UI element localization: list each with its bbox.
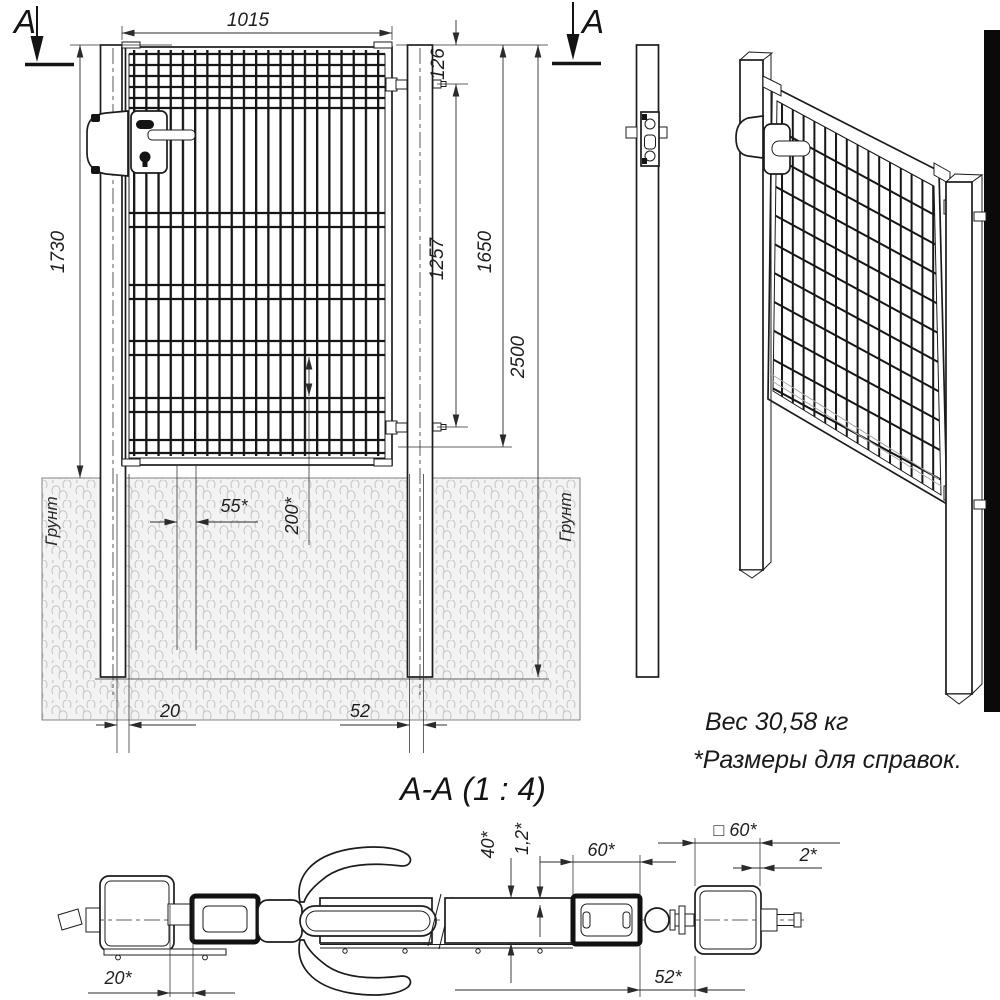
section-letter-left: А bbox=[14, 3, 37, 40]
iso-catch-plate bbox=[736, 116, 763, 158]
dim-52s-label: 52* bbox=[654, 967, 682, 987]
reference-note: *Размеры для справок. bbox=[693, 746, 962, 774]
ground-label-left: Грунт bbox=[42, 496, 61, 546]
dim-20-label: 20 bbox=[159, 701, 181, 721]
dim-55-label: 55* bbox=[220, 496, 248, 516]
dim-2500-label: 2500 bbox=[508, 335, 529, 379]
section-title: А-А (1 : 4) bbox=[400, 771, 546, 807]
dim-2-label: 2* bbox=[799, 845, 817, 865]
weight-note: Вес 30,58 кг bbox=[705, 708, 849, 736]
iso-bolt-bottom bbox=[974, 500, 986, 509]
dim-12-label: 1,2* bbox=[512, 822, 532, 856]
section-lock-box bbox=[192, 896, 258, 942]
dim-52-label: 52 bbox=[349, 701, 371, 721]
ground-label-right: Грунт bbox=[556, 492, 575, 542]
dim-1015-label: 1015 bbox=[226, 10, 270, 31]
rail-right bbox=[445, 898, 573, 943]
dim-sq60-label: □ 60* bbox=[713, 820, 757, 840]
dim-1257-label: 1257 bbox=[427, 237, 448, 281]
handle-horn-top bbox=[299, 847, 410, 902]
isometric-view bbox=[736, 30, 1000, 712]
frame-cap-top-right bbox=[374, 42, 392, 48]
dim-200-label: 200* bbox=[282, 497, 302, 535]
iso-lock-handle bbox=[772, 141, 810, 156]
dim-126-label: 126 bbox=[428, 48, 449, 80]
lock-handle-bar bbox=[148, 130, 195, 140]
catch-pin-bottom bbox=[91, 166, 100, 174]
scan-artifact-band bbox=[984, 30, 1000, 712]
section-letter-right: А bbox=[582, 3, 605, 40]
hinge-ball bbox=[645, 908, 669, 932]
side-lock-tab-left bbox=[626, 127, 637, 138]
frame-cap-bottom-left bbox=[122, 459, 140, 466]
section-post-left bbox=[100, 876, 174, 951]
section-view bbox=[58, 771, 840, 997]
dim-60-label: 60* bbox=[587, 840, 615, 860]
iso-right-post bbox=[946, 182, 972, 694]
mesh-vertical-bars bbox=[129, 50, 385, 456]
frame-cap-bottom-right bbox=[374, 459, 392, 466]
section-arrow-icon bbox=[567, 34, 580, 60]
bolt-head bbox=[86, 908, 100, 932]
bolt-right-head bbox=[761, 909, 777, 931]
section-marker-right bbox=[552, 2, 604, 64]
lock-slot bbox=[136, 120, 154, 129]
dim-1730-label: 1730 bbox=[48, 230, 69, 274]
side-lock-box bbox=[641, 112, 659, 166]
handle-boss bbox=[258, 900, 302, 942]
catch-pin-top bbox=[91, 114, 100, 122]
keyhole-slot bbox=[143, 157, 148, 167]
base-plate bbox=[104, 949, 226, 955]
iso-bolt-top bbox=[974, 212, 986, 221]
side-view bbox=[626, 45, 667, 677]
dim-40-label: 40* bbox=[478, 831, 498, 859]
dim-20s-label: 20* bbox=[104, 968, 132, 988]
bolt-stub bbox=[58, 909, 82, 930]
front-view bbox=[12, 2, 604, 753]
dim-1650-label: 1650 bbox=[475, 230, 496, 274]
section-marker-left bbox=[12, 3, 74, 65]
